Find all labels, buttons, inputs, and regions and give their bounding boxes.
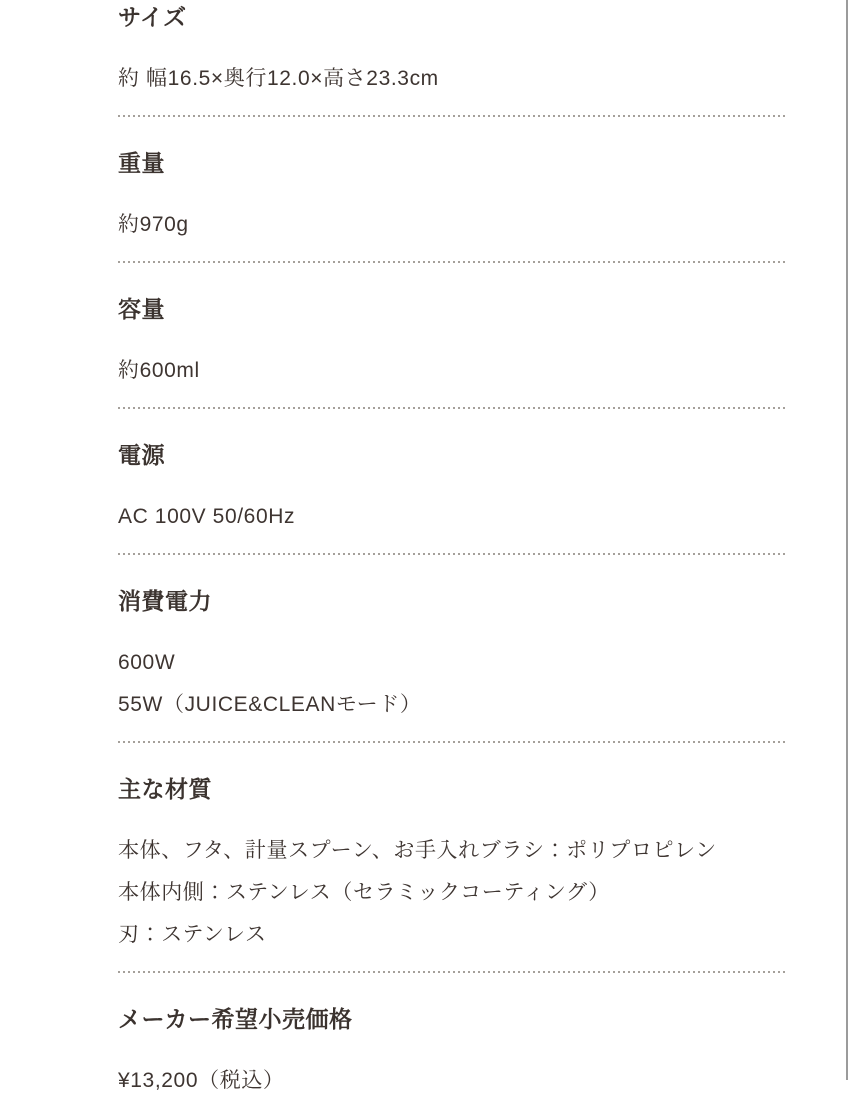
spec-value-power-consumption-1: 600W (118, 651, 176, 674)
spec-label-weight: 重量 (118, 150, 165, 176)
spec-value-materials-2: 本体内側：ステンレス（セラミックコーティング） (118, 881, 610, 904)
spec-section-capacity (118, 263, 785, 407)
spec-value-weight: 約970g (118, 213, 189, 236)
spec-section-power-source (118, 409, 785, 553)
spec-value-size: 約 幅16.5×奥行12.0×高さ23.3cm (118, 67, 439, 90)
spec-label-price: メーカー希望小売価格 (118, 1006, 353, 1032)
spec-section-power-consumption (118, 555, 785, 741)
spec-value-materials-1: 本体、フタ、計量スプーン、お手入れブラシ：ポリプロピレン (118, 839, 717, 862)
spec-value-price: ¥13,200（税込） (118, 1069, 285, 1092)
spec-label-materials: 主な材質 (118, 776, 212, 802)
spec-value-power-consumption-2: 55W（JUICE&CLEANモード） (118, 693, 422, 716)
spec-section-size (118, 0, 785, 115)
spec-section-weight (118, 117, 785, 261)
spec-label-power-consumption: 消費電力 (118, 588, 212, 614)
spec-label-capacity: 容量 (118, 296, 165, 322)
spec-value-materials-3: 刃：ステンレス (118, 923, 267, 946)
spec-value-power-source: AC 100V 50/60Hz (118, 505, 296, 528)
spec-label-power-source: 電源 (118, 442, 165, 468)
spec-value-capacity: 約600ml (118, 359, 200, 382)
scrollbar[interactable] (846, 0, 848, 1080)
spec-section-materials (118, 743, 785, 971)
spec-section-price (118, 973, 785, 1117)
spec-label-size: サイズ (118, 4, 187, 30)
